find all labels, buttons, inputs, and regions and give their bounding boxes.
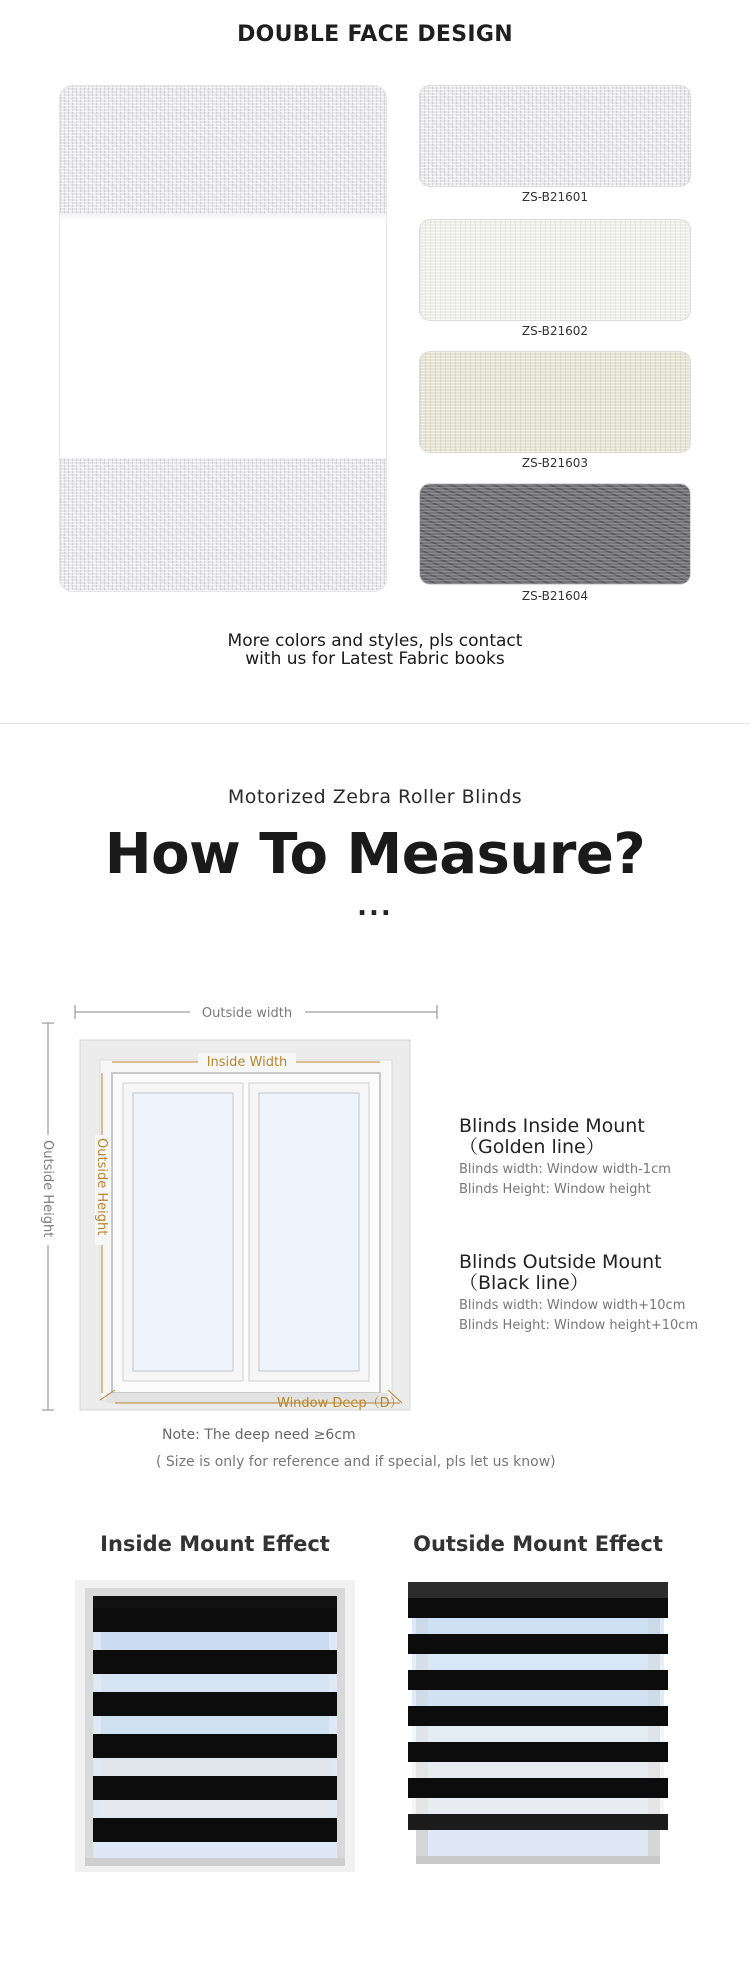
blind-headrail [93, 1596, 337, 1608]
double-face-fabric-sample [60, 86, 386, 591]
outside-mount-title: Blinds Outside Mount [459, 1251, 662, 1273]
window-glass-left [133, 1093, 233, 1371]
outside-mount-photo [398, 1580, 678, 1872]
outside-mount-heading [459, 1252, 662, 1294]
blind-headrail [408, 1582, 668, 1598]
blind-stripe [408, 1598, 668, 1618]
fabric-swatch [420, 484, 690, 584]
swatch-code: ZS-B21604 [521, 589, 589, 603]
blind-bottom-rail [408, 1814, 668, 1830]
section-title: DOUBLE FACE DESIGN [237, 22, 513, 47]
fabric-swatch [420, 220, 690, 320]
sheer-band [412, 1726, 664, 1742]
inside-mount-photo [75, 1580, 355, 1872]
window-sill [85, 1858, 345, 1866]
inside-width-rule: Blinds width: Window width-1cm [459, 1162, 671, 1177]
blind-stripe [408, 1778, 668, 1798]
inside-mount-specs [459, 1160, 671, 1200]
window-deep-label: Window Deep（D） [277, 1396, 403, 1411]
inside-mount-title: Blinds Inside Mount [459, 1115, 645, 1137]
blind-stripe [93, 1608, 337, 1632]
blind-stripe [408, 1706, 668, 1726]
outside-mount-line-type: （Black line） [459, 1272, 589, 1294]
contact-note [0, 632, 750, 668]
inside-height-rule: Blinds Height: Window height [459, 1182, 651, 1197]
blind-stripe [93, 1776, 337, 1800]
size-note: ( Size is only for reference and if special, pls let us know) [156, 1454, 556, 1470]
inside-effect-title: Inside Mount Effect [100, 1532, 330, 1556]
blind-stripe [93, 1650, 337, 1674]
section-divider [0, 723, 750, 724]
measure-subtitle: Motorized Zebra Roller Blinds [227, 786, 523, 808]
outside-mount-specs [459, 1296, 698, 1336]
window-measure-diagram [40, 1005, 460, 1420]
blind-stripe [93, 1734, 337, 1758]
outside-width-label: Outside width [201, 1006, 293, 1021]
sheer-band [412, 1654, 664, 1670]
outside-width-rule: Blinds width: Window width+10cm [459, 1298, 686, 1313]
fabric-top-band [60, 86, 386, 214]
sheer-band [412, 1762, 664, 1778]
swatch-code: ZS-B21603 [521, 456, 589, 470]
inside-mount-heading [459, 1116, 645, 1158]
sheer-band [101, 1800, 329, 1818]
inside-width-label: Inside Width [206, 1055, 288, 1070]
contact-line: with us for Latest Fabric books [245, 649, 505, 669]
sheer-band [101, 1758, 329, 1776]
title-ellipsis: ... [357, 892, 393, 922]
swatch-code: ZS-B21601 [521, 190, 589, 204]
sheer-band [412, 1690, 664, 1706]
fabric-swatch [420, 352, 690, 452]
inside-mount-line-type: （Golden line） [459, 1136, 605, 1158]
window-glass-right [259, 1093, 359, 1371]
fabric-bottom-band [60, 458, 386, 591]
blind-stripe [408, 1742, 668, 1762]
measure-title: How To Measure? [104, 822, 646, 887]
outside-height-rule: Blinds Height: Window height+10cm [459, 1318, 699, 1333]
deep-note: Note: The deep need ≥6cm [162, 1427, 356, 1443]
inside-height-label: Outside Height [94, 1138, 109, 1236]
sheer-band [412, 1618, 664, 1634]
outside-height-label: Outside Height [40, 1140, 55, 1238]
swatch-code: ZS-B21602 [521, 324, 589, 338]
sheer-band [101, 1716, 329, 1734]
outside-effect-title: Outside Mount Effect [413, 1532, 663, 1556]
window-sill [416, 1856, 660, 1864]
contact-line: More colors and styles, pls contact [227, 631, 523, 651]
sheer-band [101, 1632, 329, 1650]
sheer-band [101, 1674, 329, 1692]
blind-stripe [93, 1818, 337, 1842]
sheer-band [412, 1798, 664, 1814]
blind-stripe [93, 1692, 337, 1716]
blind-stripe [408, 1670, 668, 1690]
blind-stripe [408, 1634, 668, 1654]
fabric-swatch [420, 86, 690, 186]
